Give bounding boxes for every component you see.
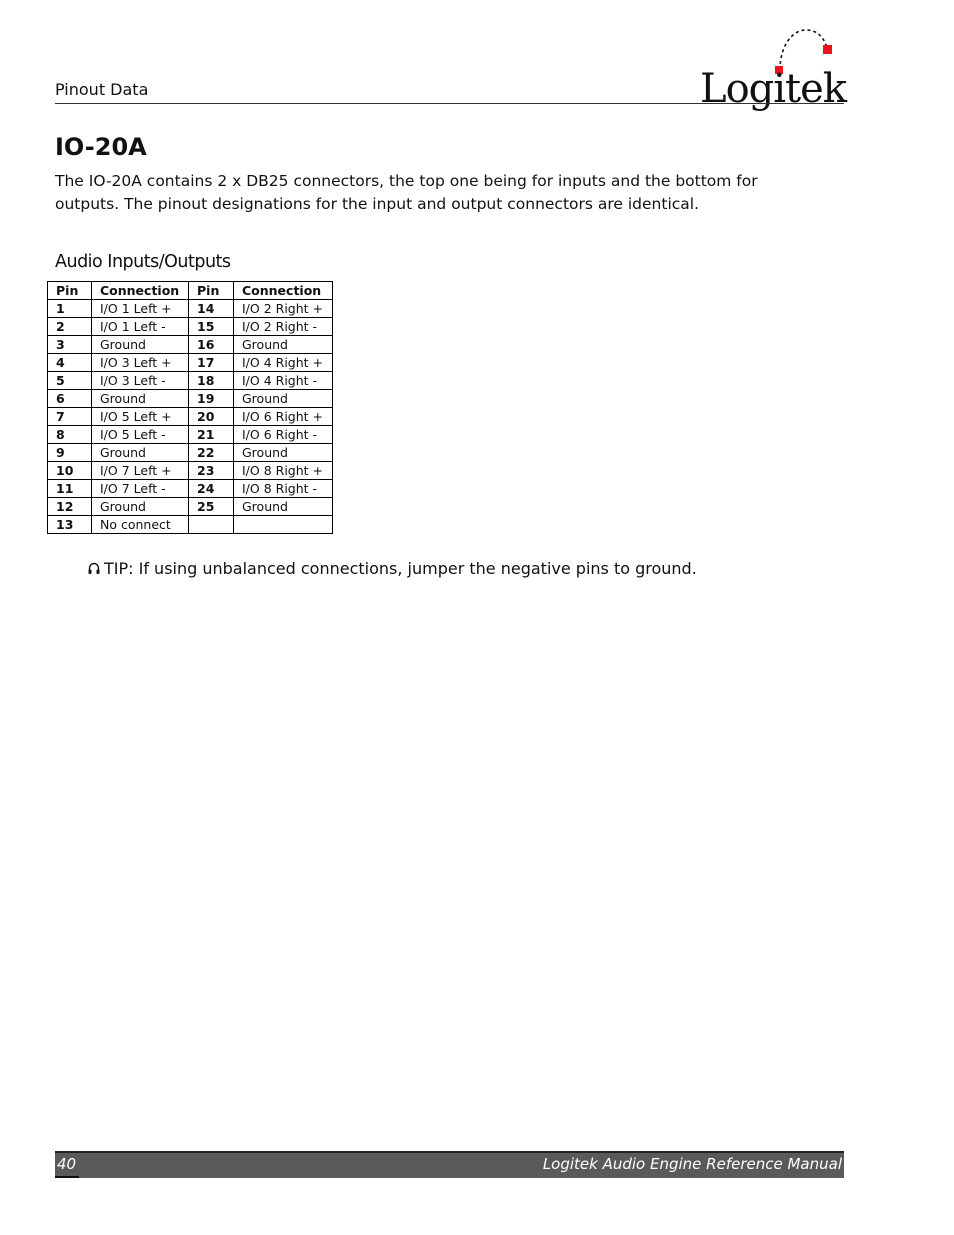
table-row [48, 516, 333, 534]
connection-cell: I/O 6 Right - [234, 426, 333, 444]
connection-cell: I/O 3 Left - [92, 372, 189, 390]
pin-number-cell: 12 [48, 498, 92, 516]
connection-cell: Ground [234, 390, 333, 408]
footer-tick [55, 1176, 79, 1178]
connection-cell: Ground [92, 498, 189, 516]
connection-cell: Ground [92, 390, 189, 408]
connection-cell [234, 516, 333, 534]
pin-number-cell: 21 [189, 426, 234, 444]
connection-cell: I/O 6 Right + [234, 408, 333, 426]
pin-number-cell: 22 [189, 444, 234, 462]
table-row [48, 300, 333, 318]
intro-paragraph: The IO-20A contains 2 x DB25 connectors, the top one being for inputs and the bottom for outputs. The pinout designations for the input and output connectors are identical. [55, 172, 758, 213]
pin-number-cell: 5 [48, 372, 92, 390]
pin-number-cell: 24 [189, 480, 234, 498]
logo-wordmark: Logitek [700, 66, 847, 112]
pinout-table [47, 281, 333, 534]
pin-number-cell: 3 [48, 336, 92, 354]
pin-number-cell: 6 [48, 390, 92, 408]
tip-text: TIP: If using unbalanced connections, jumper the negative pins to ground. [104, 559, 697, 578]
table-row [48, 390, 333, 408]
pin-number-cell: 17 [189, 354, 234, 372]
pin-number-cell: 1 [48, 300, 92, 318]
pin-number-cell: 14 [189, 300, 234, 318]
connection-cell: Ground [92, 444, 189, 462]
column-header: Pin [48, 282, 92, 300]
connection-cell: I/O 7 Left - [92, 480, 189, 498]
table-row [48, 408, 333, 426]
pin-number-cell: 11 [48, 480, 92, 498]
connection-cell: I/O 8 Right - [234, 480, 333, 498]
section-heading: Audio Inputs/Outputs [55, 252, 231, 272]
connection-cell: I/O 3 Left + [92, 354, 189, 372]
pin-number-cell: 19 [189, 390, 234, 408]
logitek-logo [696, 26, 848, 112]
connection-cell: Ground [234, 336, 333, 354]
table-header-row [48, 282, 333, 300]
connection-cell: Ground [92, 336, 189, 354]
connection-cell: I/O 5 Left - [92, 426, 189, 444]
connection-cell: I/O 5 Left + [92, 408, 189, 426]
connection-cell: Ground [234, 498, 333, 516]
connection-cell: I/O 1 Left + [92, 300, 189, 318]
column-header: Connection [234, 282, 333, 300]
table-row [48, 462, 333, 480]
pin-number-cell: 9 [48, 444, 92, 462]
header-divider [55, 103, 844, 104]
manual-title: Logitek Audio Engine Reference Manual [542, 1155, 842, 1173]
page-title: IO-20A [55, 133, 147, 161]
table-row [48, 444, 333, 462]
pin-number-cell: 8 [48, 426, 92, 444]
table-row [48, 336, 333, 354]
tip-note [88, 559, 697, 578]
connection-cell: I/O 4 Right - [234, 372, 333, 390]
connection-cell: I/O 8 Right + [234, 462, 333, 480]
pin-number-cell: 23 [189, 462, 234, 480]
pin-number-cell: 20 [189, 408, 234, 426]
connection-cell: Ground [234, 444, 333, 462]
table-row [48, 498, 333, 516]
pin-number-cell: 16 [189, 336, 234, 354]
header-section-title: Pinout Data [55, 80, 149, 99]
table-row [48, 426, 333, 444]
table-row [48, 372, 333, 390]
headphones-icon [88, 562, 100, 575]
table-row [48, 480, 333, 498]
connection-cell: I/O 7 Left + [92, 462, 189, 480]
pin-number-cell: 2 [48, 318, 92, 336]
connection-cell: I/O 1 Left - [92, 318, 189, 336]
column-header: Connection [92, 282, 189, 300]
connection-cell: No connect [92, 516, 189, 534]
pin-number-cell: 10 [48, 462, 92, 480]
pin-number-cell: 4 [48, 354, 92, 372]
pin-number-cell [189, 516, 234, 534]
pin-number-cell: 25 [189, 498, 234, 516]
pin-number-cell: 13 [48, 516, 92, 534]
pin-number-cell: 18 [189, 372, 234, 390]
connection-cell: I/O 2 Right - [234, 318, 333, 336]
connection-cell: I/O 2 Right + [234, 300, 333, 318]
connection-cell: I/O 4 Right + [234, 354, 333, 372]
table-row [48, 318, 333, 336]
table-row [48, 354, 333, 372]
page-number: 40 [57, 1155, 77, 1173]
pin-number-cell: 15 [189, 318, 234, 336]
column-header: Pin [189, 282, 234, 300]
pin-number-cell: 7 [48, 408, 92, 426]
